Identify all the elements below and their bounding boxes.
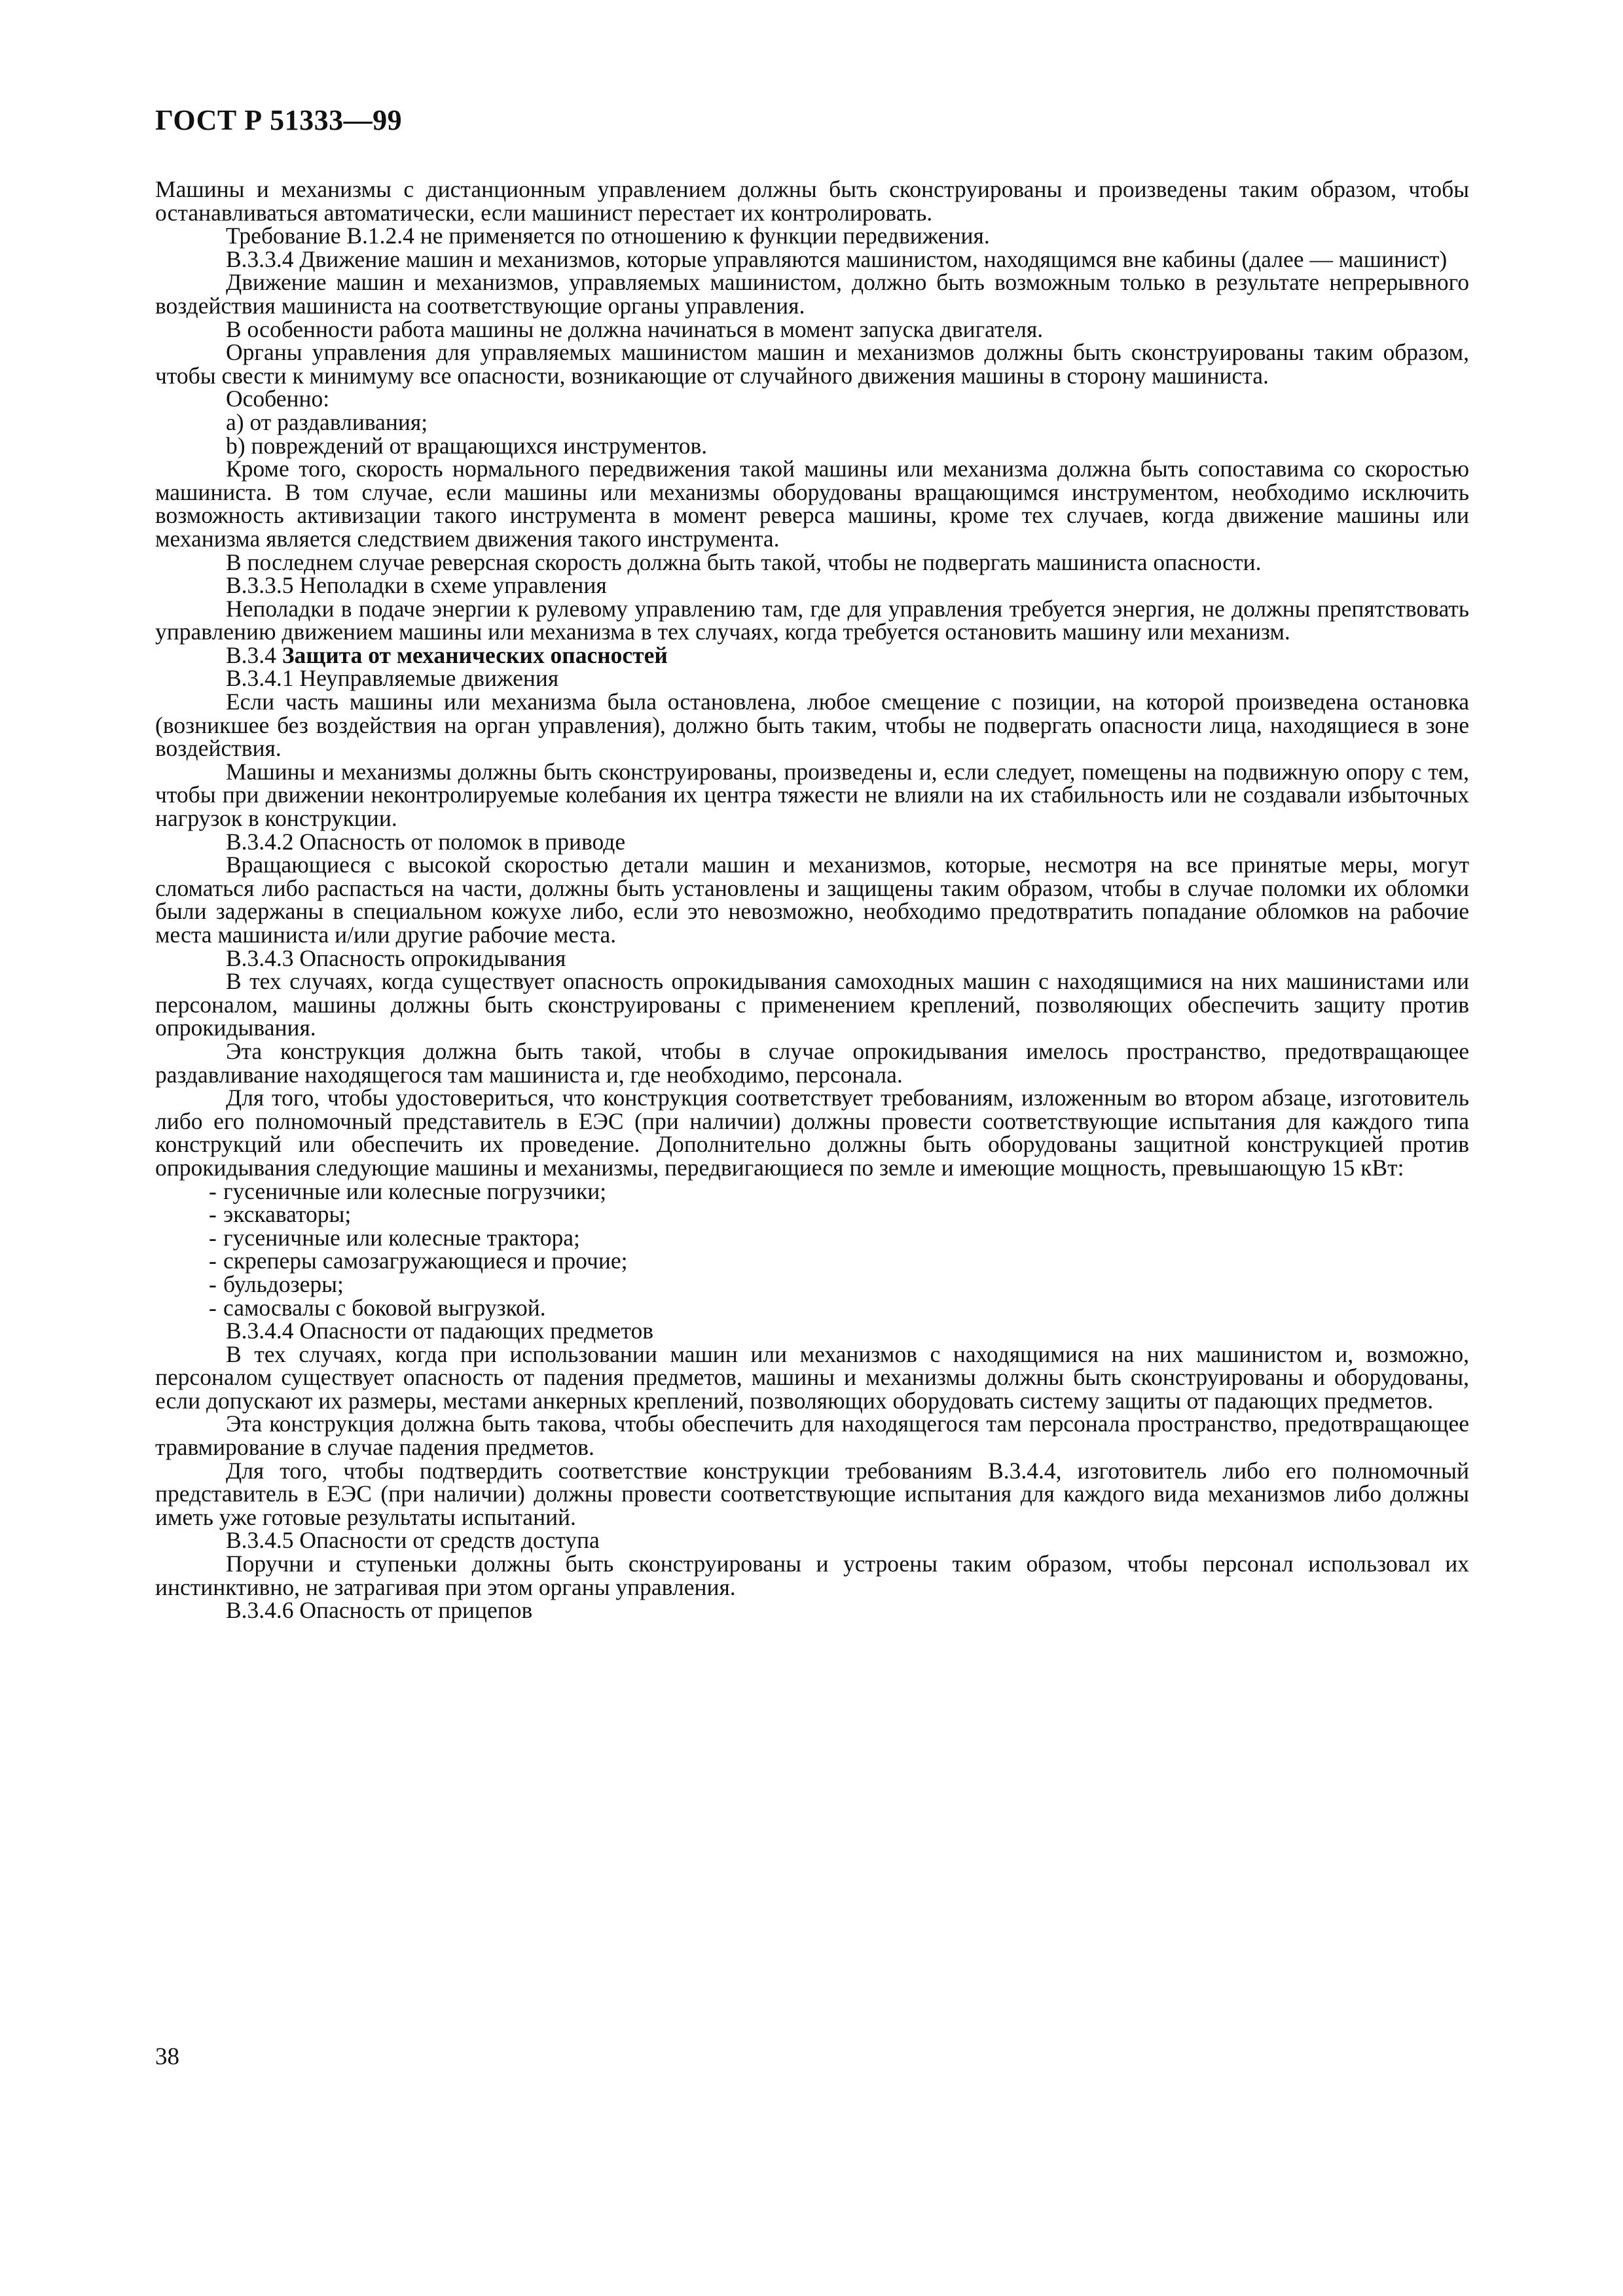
paragraph: Машины и механизмы с дистанционным управлением должны быть сконструированы и произведены таким образом, чтобы останавливаться автоматически, если машинист перестает их контролировать. [155,176,1469,226]
paragraph: Для того, чтобы подтвердить соответствие конструкции требованиям В.3.4.4, изготовитель либо его полномочный представитель в ЕЭС (при наличии) должны провести соответствующие испытания для каждого вида механизмов либо должны иметь уже готовые результаты испытаний. [155,1457,1469,1530]
list-dash: - [209,1294,217,1321]
list-dash: - [209,1177,217,1204]
list-dash: - [209,1247,217,1274]
section-heading: В.3.3.4 Движение машин и механизмов, которые управляются машинистом, находящимся вне кабины (далее — машинист) [226,245,1448,272]
paragraph: Движение машин и механизмов, управляемых машинистом, должно быть возможным только в результате непрерывного воздействия машиниста на соответствующие органы управления. [155,269,1469,319]
paragraph: Вращающиеся с высокой скоростью детали машин и механизмов, которые, несмотря на все принятые меры, могут сломаться либо распасться на части, должны быть установлены и защищены таким образом, чтобы в случае поломки их обломки были задержаны в специальном кожухе либо, если это невозможно, необходимо предотвратить попадание обломков на рабочие места машиниста и/или другие рабочие места. [155,852,1469,948]
paragraph: В особенности работа машины не должна начинаться в момент запуска двигателя. [226,315,1044,342]
list-dash: - [209,1201,217,1228]
paragraph: В тех случаях, когда при использовании машин или механизмов с находящимися на них машинистом и, возможно, персоналом существует опасность от падения предметов, машины и механизмы должны быть сконструированы и оборудованы, если допускают их размеры, местами анкерных креплений, позволяющих оборудовать систему защиты от падающих предметов. [155,1340,1469,1414]
paragraph: Машины и механизмы должны быть сконструированы, произведены и, если следует, помещены на подвижную опору с тем, чтобы при движении неконтролируемые колебания их центра тяжести не влияли на их стабильность или не создавали избыточных нагрузок в конструкции. [155,758,1469,832]
document-body [155,178,1469,1623]
paragraph: Неполадки в подаче энергии к рулевому управлению там, где для управления требуется энергия, не должны препятствовать управлению движением машины или механизма в тех случаях, когда требуется остановить машину или механизм. [155,595,1469,645]
list-item-text: самосвалы с боковой выгрузкой. [223,1294,546,1321]
list-item [155,1294,1469,1321]
list-dash: - [209,1224,217,1251]
list-item [155,1177,1469,1204]
section-number: В.3.4 [226,641,276,668]
paragraph: В последнем случае реверсная скорость должна быть такой, чтобы не подвергать машиниста опасности. [226,548,1262,575]
section-heading [155,641,1469,668]
list-dash: - [209,1270,217,1297]
list-item [155,1203,1469,1227]
section-heading: В.3.4.1 Неуправляемые движения [226,665,559,692]
list-item: b) повреждений от вращающихся инструментов. [226,432,708,459]
section-heading: В.3.4.4 Опасности от падающих предметов [226,1318,653,1344]
section-heading: В.3.4.3 Опасность опрокидывания [226,944,566,971]
list-item-text: гусеничные или колесные погрузчики; [223,1177,607,1204]
list-item [155,1270,1469,1297]
section-heading: В.3.3.5 Неполадки в схеме управления [226,572,607,599]
paragraph: Если часть машины или механизма была остановлена, любое смещение с позиции, на которой произведена остановка (возникшее без воздействия на орган управления), должно быть таким, чтобы не подвергать опасности лица, находящиеся в зоне воздействия. [155,689,1469,762]
section-heading: В.3.4.2 Опасность от поломок в приводе [226,828,626,855]
list-item-text: скреперы самозагружающиеся и прочие; [223,1247,628,1274]
page-number: 38 [155,2043,179,2070]
section-heading: В.3.4.5 Опасности от средств доступа [226,1527,600,1554]
list-item-text: гусеничные или колесные трактора; [223,1224,580,1251]
paragraph: Эта конструкция должна быть такова, чтобы обеспечить для находящегося там персонала пространство, предотвращающее травмирование в случае падения предметов. [155,1410,1469,1461]
paragraph: Поручни и ступеньки должны быть сконструированы и устроены таким образом, чтобы персонал использовал их инстинктивно, не затрагивая при этом органы управления. [155,1551,1469,1600]
paragraph: Для того, чтобы удостовериться, что конструкция соответствует требованиям, изложенным во втором абзаце, изготовитель либо его полномочный представитель в ЕЭС (при наличии) должны провести соответствующие испытания для каждого типа конструкций или обеспечить их проведение. Дополнительно должны быть оборудованы защитной конструкцией против опрокидывания следующие машины и механизмы, передвигающиеся по земле и имеющие мощность, превышающую 15 кВт: [155,1085,1469,1181]
document-header: ГОСТ Р 51333—99 [155,104,403,136]
paragraph: Органы управления для управляемых машинистом машин и механизмов должны быть сконструированы таким образом, чтобы свести к минимуму все опасности, возникающие от случайного движения машины в сторону машиниста. [155,339,1469,389]
list-item [155,1249,1469,1273]
list-item: a) от раздавливания; [226,408,428,435]
section-heading: В.3.4.6 Опасность от прицепов [226,1597,533,1624]
list-item-text: бульдозеры; [223,1270,344,1297]
section-title-bold: Защита от механических опасностей [282,641,668,668]
paragraph: В тех случаях, когда существует опасность опрокидывания самоходных машин с находящимися на них машинистами или персоналом, машины должны быть сконструированы с применением креплений, позволяющих обеспечить защиту против опрокидывания. [155,968,1469,1041]
list-item [155,1224,1469,1251]
paragraph: Кроме того, скорость нормального передвижения такой машины или механизма должна быть сопоставима со скоростью машиниста. В том случае, если машины или механизмы оборудованы вращающимся инструментом, необходимо исключить возможность активизации такого инструмента в момент реверса машины, кроме тех случаев, когда движение машины или механизма является следствием движения такого инструмента. [155,456,1469,552]
paragraph: Эта конструкция должна быть такой, чтобы в случае опрокидывания имелось пространство, предотвращающее раздавливание находящегося там машиниста и, где необходимо, персонала. [155,1037,1469,1088]
paragraph: Требование В.1.2.4 не применяется по отношению к функции передвижения. [226,223,990,249]
paragraph: Особенно: [226,386,330,412]
list-item-text: экскаваторы; [223,1201,352,1228]
